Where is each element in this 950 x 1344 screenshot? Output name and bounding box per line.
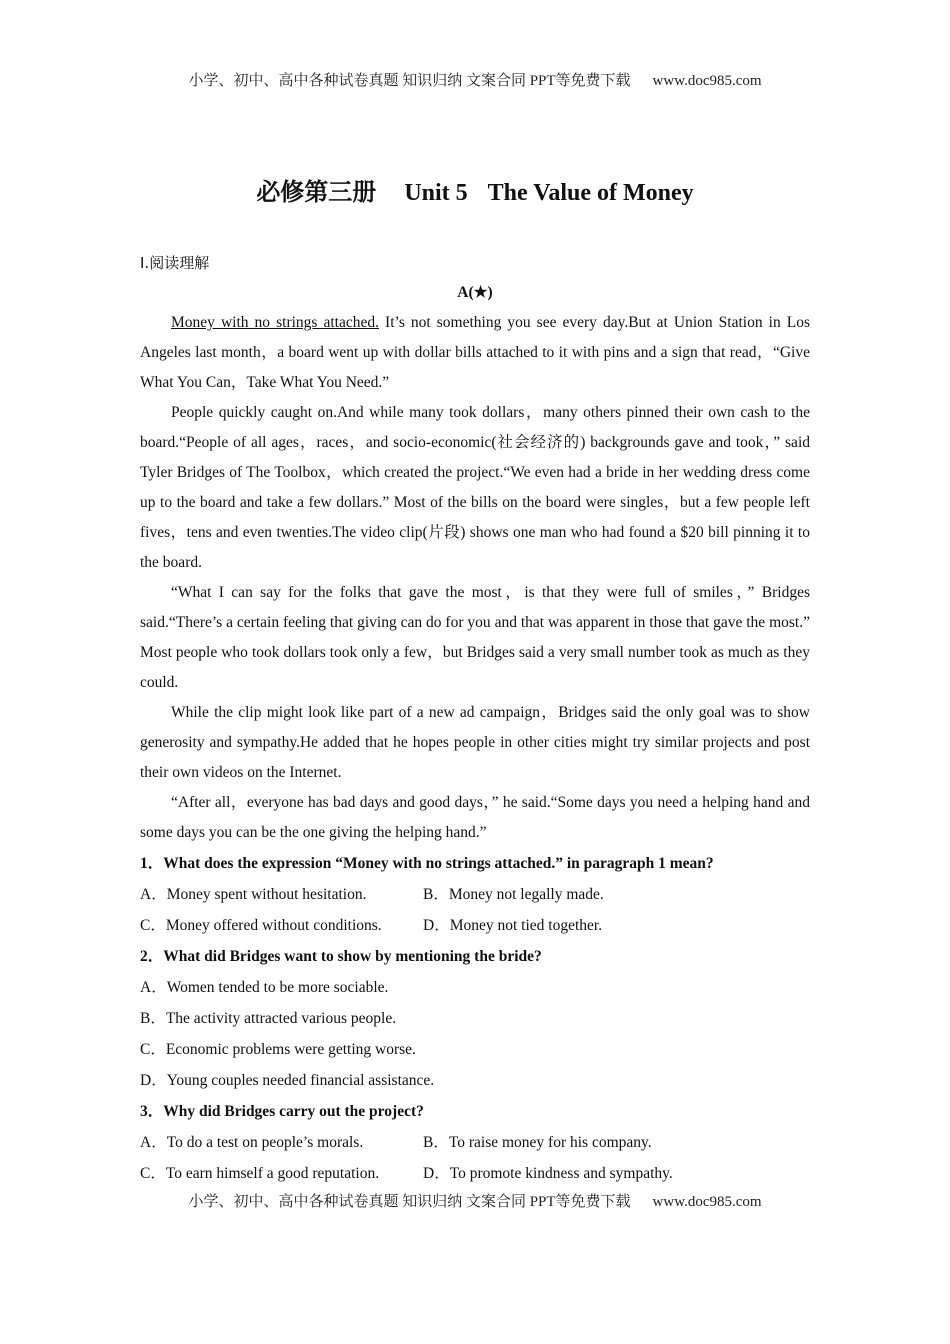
question-3-option-d: D．To promote kindness and sympathy.: [423, 1165, 673, 1182]
title-name: The Value of Money: [487, 180, 694, 206]
question-2-option-c: C．Economic problems were getting worse.: [140, 1041, 416, 1058]
question-1-option-c: C．Money offered without conditions.: [140, 917, 382, 934]
page-footer: [0, 1190, 950, 1211]
paragraph-5: “After all，everyone has bad days and good days，” he said.“Some days you need a helping hand and some days you can be the one giving the helping hand.”: [140, 794, 810, 841]
question-2-stem: 2．What did Bridges want to show by mentioning the bride?: [140, 948, 542, 965]
question-3-option-a: A．To do a test on people’s morals.: [140, 1134, 364, 1151]
paragraph-3: “What I can say for the folks that gave the most，is that they were full of smiles，” Bridges said.“There’s a certain feeling that giving can do for you and that was apparent in those that gave the most.” Most people who took dollars took only a few，but Bridges said a very small number took as much as they could.: [140, 584, 810, 691]
header-url: www.doc985.com: [652, 73, 762, 89]
footer-url: www.doc985.com: [652, 1194, 762, 1210]
question-3-options-row-1: [140, 1128, 810, 1158]
footer-text: 小学、初中、高中各种试卷真题 知识归纳 文案合同 PPT等免费下载: [188, 1194, 631, 1210]
page-header: [0, 69, 950, 90]
page-title: [0, 172, 950, 207]
question-2-option-b: B．The activity attracted various people.: [140, 1010, 397, 1027]
question-3-option-c: C．To earn himself a good reputation.: [140, 1165, 380, 1182]
question-1-option-a: A．Money spent without hesitation.: [140, 886, 367, 903]
question-1-option-d: D．Money not tied together.: [423, 917, 603, 934]
title-cn: 必修第三册: [256, 180, 377, 206]
title-unit: Unit 5: [404, 180, 468, 206]
paragraph-4: While the clip might look like part of a new ad campaign，Bridges said the only goal was to show generosity and sympathy.He added that he hopes people in other cities might try similar projects and post their own videos on the Internet.: [140, 704, 810, 781]
question-1-stem: 1．What does the expression “Money with no strings attached.” in paragraph 1 mean?: [140, 855, 714, 872]
question-2-option-a: A．Women tended to be more sociable.: [140, 979, 389, 996]
section-title: Ⅰ.阅读理解: [140, 254, 210, 272]
question-1-options-row-1: [140, 880, 810, 910]
paragraph-1-text: It’s not something you see every day.But at Union Station in Los Angeles last month，a board went up with dollar bills attached to it with pins and a sign that read，“Give What You Can，Take What You Need.”: [140, 314, 810, 391]
document-body: [140, 248, 810, 1189]
question-1-options-row-2: [140, 911, 810, 941]
question-3-option-b: B．To raise money for his company.: [423, 1134, 652, 1151]
question-1-option-b: B．Money not legally made.: [423, 886, 604, 903]
paragraph-1: [140, 308, 810, 398]
underlined-phrase: Money with no strings attached.: [171, 314, 379, 331]
passage-label: A(★): [457, 284, 493, 301]
question-3-options-row-2: [140, 1159, 810, 1189]
question-3-stem: 3．Why did Bridges carry out the project?: [140, 1103, 424, 1120]
question-2-option-d: D．Young couples needed financial assistance.: [140, 1072, 435, 1089]
paragraph-2: People quickly caught on.And while many took dollars，many others pinned their own cash to the board.“People of all ages，races，and socio-economic(社会经济的) backgrounds gave and took，” said Tyler Bridges of The Toolbox，which created the project.“We even had a bride in her wedding dress come up to the board and take a few dollars.” Most of the bills on the board were singles，but a few people left fives，tens and even twenties.The video clip(片段) shows one man who had found a $20 bill pinning it to the board.: [140, 404, 810, 571]
header-text: 小学、初中、高中各种试卷真题 知识归纳 文案合同 PPT等免费下载: [188, 73, 631, 89]
